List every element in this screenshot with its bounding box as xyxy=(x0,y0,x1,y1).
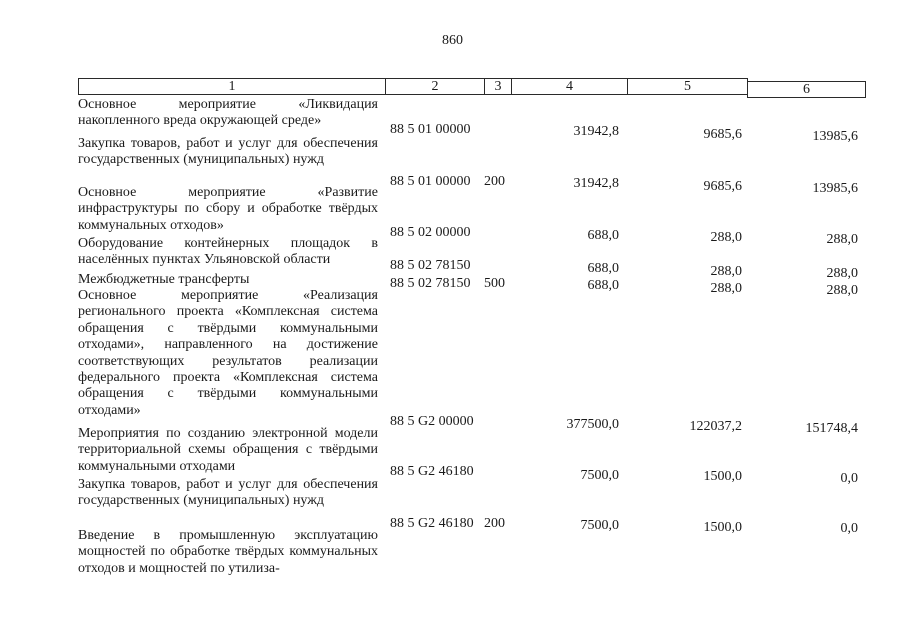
row-description: Межбюджетные трансферты xyxy=(78,272,250,287)
row-value-col4: 688,0 xyxy=(587,278,619,293)
col-header-5: 5 xyxy=(627,78,748,95)
row-description: Закупка товаров, работ и услуг для обеспечения государственных (муниципальных) нужд xyxy=(78,136,378,168)
row-value-col6: 13985,6 xyxy=(812,129,858,144)
row-code: 88 5 G2 46180 xyxy=(390,464,474,479)
col-header-1: 1 xyxy=(78,78,386,95)
row-value-col5: 9685,6 xyxy=(703,127,742,142)
row-value-col4: 688,0 xyxy=(587,228,619,243)
col-header-4: 4 xyxy=(511,78,628,95)
row-value-col6: 288,0 xyxy=(826,232,858,247)
row-code: 88 5 02 78150 xyxy=(390,258,471,273)
row-expense-type: 200 xyxy=(484,174,505,189)
row-description: Основное мероприятие «Реализация регионального проекта «Комплексная система обращения с твёрдыми коммунальными отходами», направленного на достижение соответствующих результатов реализации федерального проекта «Комплексная система обращения с твёрдыми коммунальными отходами» xyxy=(78,288,378,418)
row-value-col6: 151748,4 xyxy=(805,421,858,436)
col-header-6: 6 xyxy=(747,81,866,98)
row-value-col5: 288,0 xyxy=(710,264,742,279)
row-value-col6: 288,0 xyxy=(826,266,858,281)
row-code: 88 5 G2 46180 xyxy=(390,516,474,531)
row-description: Закупка товаров, работ и услуг для обеспечения государственных (муниципальных) нужд xyxy=(78,477,378,509)
row-value-col5: 288,0 xyxy=(710,281,742,296)
row-description: Мероприятия по созданию электронной модели территориальной схемы обращения с твёрдыми коммунальными отходами xyxy=(78,426,378,474)
row-value-col5: 1500,0 xyxy=(703,469,742,484)
row-value-col4: 7500,0 xyxy=(580,468,619,483)
page-number: 860 xyxy=(442,33,463,48)
row-description: Введение в промышленную эксплуатацию мощностей по обработке твёрдых коммунальных отходов и мощностей по утилиза- xyxy=(78,528,378,576)
row-value-col4: 7500,0 xyxy=(580,518,619,533)
row-value-col6: 0,0 xyxy=(840,471,858,486)
row-value-col5: 122037,2 xyxy=(689,419,742,434)
row-code: 88 5 02 00000 xyxy=(390,225,471,240)
col-header-2: 2 xyxy=(385,78,485,95)
row-expense-type: 200 xyxy=(484,516,505,531)
row-value-col4: 31942,8 xyxy=(573,124,619,139)
row-value-col5: 1500,0 xyxy=(703,520,742,535)
row-description: Основное мероприятие «Ликвидация накопленного вреда окружающей среде» xyxy=(78,97,378,129)
row-value-col6: 0,0 xyxy=(840,521,858,536)
row-value-col4: 31942,8 xyxy=(573,176,619,191)
row-value-col6: 288,0 xyxy=(826,283,858,298)
row-description: Основное мероприятие «Развитие инфраструктуры по сбору и обработке твёрдых коммунальных отходов» xyxy=(78,185,378,233)
col-header-3: 3 xyxy=(484,78,512,95)
row-expense-type: 500 xyxy=(484,276,505,291)
row-description: Оборудование контейнерных площадок в населённых пунктах Ульяновской области xyxy=(78,236,378,268)
row-code: 88 5 01 00000 xyxy=(390,122,471,137)
row-value-col6: 13985,6 xyxy=(812,181,858,196)
row-code: 88 5 02 78150 xyxy=(390,276,471,291)
row-code: 88 5 01 00000 xyxy=(390,174,471,189)
row-value-col4: 377500,0 xyxy=(566,417,619,432)
row-value-col5: 9685,6 xyxy=(703,179,742,194)
row-value-col5: 288,0 xyxy=(710,230,742,245)
row-value-col4: 688,0 xyxy=(587,261,619,276)
row-code: 88 5 G2 00000 xyxy=(390,414,474,429)
